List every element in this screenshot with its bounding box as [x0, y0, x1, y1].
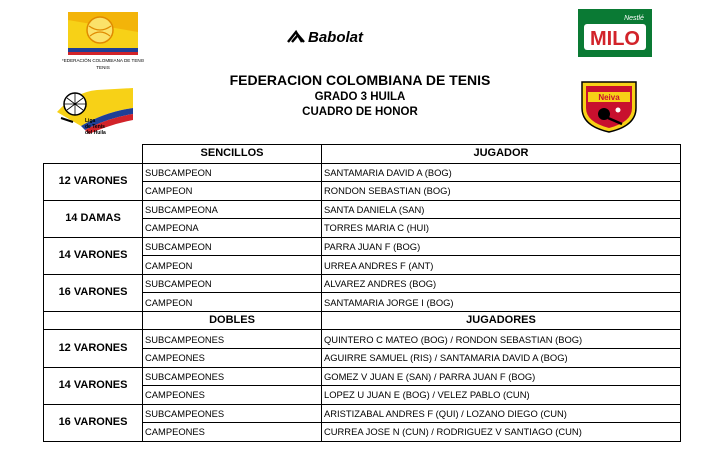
svg-text:del Huila: del Huila — [85, 130, 106, 136]
table-row — [44, 200, 681, 219]
header-spacer — [44, 311, 143, 330]
svg-text:de Tenis: de Tenis — [85, 124, 105, 130]
place-cell: SUBCAMPEONA — [143, 200, 322, 219]
place-cell: CAMPEON — [143, 182, 322, 201]
singles-player-column-header: JUGADOR — [322, 145, 681, 164]
category-cell: 12 VARONES — [44, 163, 143, 200]
babolat-logo — [286, 26, 392, 46]
player-cell: SANTAMARIA DAVID A (BOG) — [322, 163, 681, 182]
player-cell: URREA ANDRES F (ANT) — [322, 256, 681, 275]
milo-logo — [578, 9, 652, 57]
place-cell: SUBCAMPEONES — [143, 367, 322, 386]
player-cell: AGUIRRE SAMUEL (RIS) / SANTAMARIA DAVID A (BOG) — [322, 349, 681, 368]
svg-text:MILO: MILO — [590, 28, 640, 50]
svg-text:TENIS: TENIS — [96, 65, 110, 70]
table-row — [44, 404, 681, 423]
header-spacer — [44, 145, 143, 164]
place-cell: CAMPEONES — [143, 386, 322, 405]
place-cell: SUBCAMPEON — [143, 237, 322, 256]
honor-roll-table — [43, 144, 681, 442]
svg-text:FEDERACIÓN COLOMBIANA DE TENIS: FEDERACIÓN COLOMBIANA DE TENIS — [62, 58, 144, 63]
place-cell: CAMPEONA — [143, 219, 322, 238]
player-cell: SANTAMARIA JORGE I (BOG) — [322, 293, 681, 312]
player-cell: SANTA DANIELA (SAN) — [322, 200, 681, 219]
table-row — [44, 237, 681, 256]
svg-text:Neiva: Neiva — [598, 93, 620, 102]
place-cell: CAMPEON — [143, 256, 322, 275]
player-cell: ARISTIZABAL ANDRES F (QUI) / LOZANO DIEGO (CUN) — [322, 404, 681, 423]
player-cell: CURREA JOSE N (CUN) / RODRIGUEZ V SANTIAGO (CUN) — [322, 423, 681, 442]
category-cell: 14 VARONES — [44, 367, 143, 404]
player-cell: ALVAREZ ANDRES (BOG) — [322, 274, 681, 293]
doubles-header-row — [44, 311, 681, 330]
singles-header-row — [44, 145, 681, 164]
player-cell: LOPEZ U JUAN E (BOG) / VELEZ PABLO (CUN) — [322, 386, 681, 405]
category-cell: 14 DAMAS — [44, 200, 143, 237]
table-row — [44, 367, 681, 386]
table-row — [44, 163, 681, 182]
place-cell: SUBCAMPEONES — [143, 330, 322, 349]
player-cell: GOMEZ V JUAN E (SAN) / PARRA JUAN F (BOG) — [322, 367, 681, 386]
document-title: FEDERACION COLOMBIANA DE TENIS — [229, 72, 491, 88]
svg-text:Nestlé: Nestlé — [624, 15, 644, 22]
svg-text:Babolat: Babolat — [308, 29, 364, 46]
player-cell: TORRES MARIA C (HUI) — [322, 219, 681, 238]
tournament-grade: GRADO 3 HUILA — [314, 91, 406, 103]
singles-section-label: SENCILLOS — [143, 145, 322, 164]
category-cell: 16 VARONES — [44, 404, 143, 441]
fct-logo — [62, 12, 144, 72]
place-cell: SUBCAMPEONES — [143, 404, 322, 423]
place-cell: SUBCAMPEON — [143, 274, 322, 293]
table-row — [44, 274, 681, 293]
neiva-logo — [578, 78, 640, 134]
honor-roll-heading: CUADRO DE HONOR — [302, 106, 418, 118]
category-cell: 12 VARONES — [44, 330, 143, 367]
place-cell: CAMPEONES — [143, 349, 322, 368]
place-cell: CAMPEON — [143, 293, 322, 312]
liga-logo — [55, 82, 135, 138]
svg-text:Liga: Liga — [85, 118, 96, 124]
place-cell: SUBCAMPEON — [143, 163, 322, 182]
player-cell: PARRA JUAN F (BOG) — [322, 237, 681, 256]
category-cell: 14 VARONES — [44, 237, 143, 274]
table-row — [44, 330, 681, 349]
player-cell: RONDON SEBASTIAN (BOG) — [322, 182, 681, 201]
player-cell: QUINTERO C MATEO (BOG) / RONDON SEBASTIAN (BOG) — [322, 330, 681, 349]
category-cell: 16 VARONES — [44, 274, 143, 311]
doubles-player-column-header: JUGADORES — [322, 311, 681, 330]
doubles-section-label: DOBLES — [143, 311, 322, 330]
place-cell: CAMPEONES — [143, 423, 322, 442]
